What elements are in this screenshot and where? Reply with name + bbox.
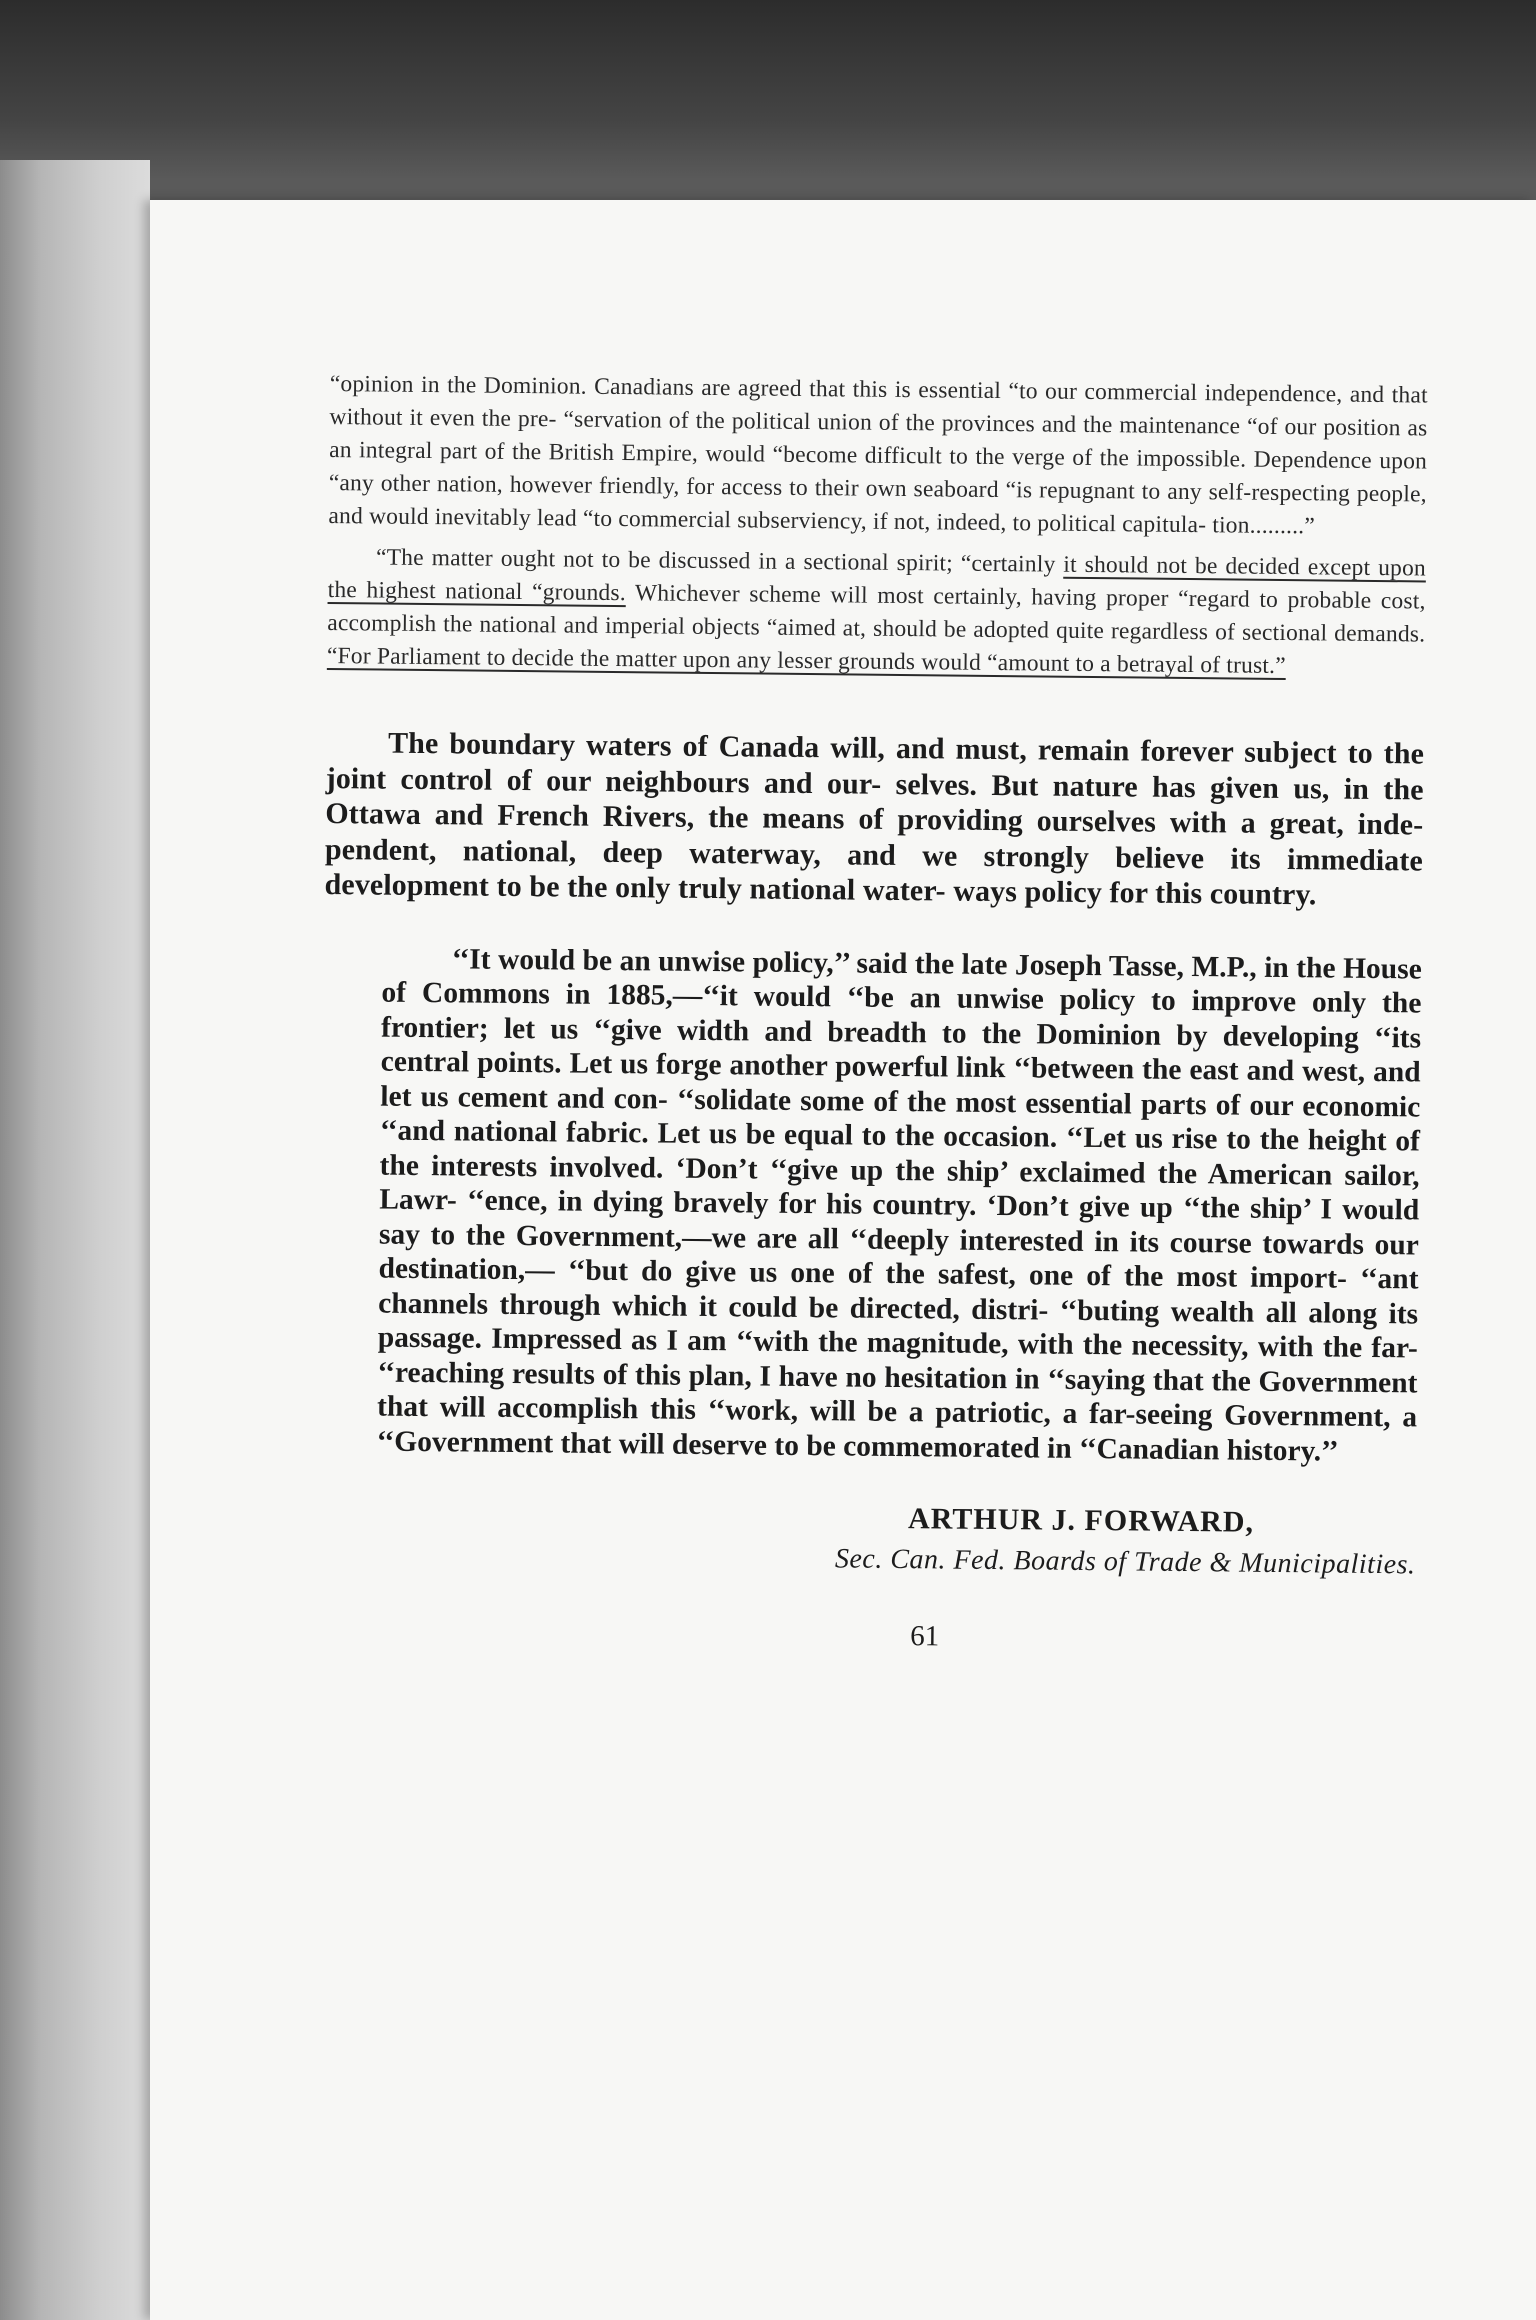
underlined-text-segment: “For Parliament to decide the matter upon any lesser grounds would “amount to a betrayal of trust.” bbox=[326, 642, 1286, 680]
previous-page-edge bbox=[0, 160, 150, 2320]
signature-title: Sec. Can. Fed. Boards of Trade & Municipalities. bbox=[834, 1543, 1416, 1581]
quoted-text-segment: “The matter ought not to be discussed in a sectional spirit; “certainly bbox=[375, 544, 1064, 578]
signature-name: ARTHUR J. FORWARD, bbox=[907, 1502, 1255, 1539]
page-number: 61 bbox=[910, 1620, 940, 1653]
quoted-text-segment: Whichever scheme will most certainly, having proper “regard to probable cost, accomplish the national and imperial objects “aimed at, should be adopted quite regardless of sectional demands. bbox=[327, 580, 1426, 648]
body-paragraph: The boundary waters of Canada will, and must, remain forever subject to the joint control of our neighbours and our- selves. But nature has given us, in the Ottawa and French Rivers, the means of providing ourselves with a great, inde- pendent, national, deep waterway, and we strongly believe its immediate development to be the only truly national water- ways policy for this country. bbox=[324, 726, 1425, 912]
tasse-quotation: ‘‘It would be an unwise policy,’’ said the late Joseph Tasse, M.P., in the House of Commons in 1885,—‘‘it would ‘‘be an unwise policy to improve only the frontier; let us ‘‘give width and breadth to the Dominion by developing ‘‘its central points. Let us forge another powerful link ‘‘between the east and west, and let us cement and con- ‘‘solidate some of the most essential parts of our economic ‘‘and national fabric. Let us be equal to the occasion. ‘‘Let us rise to the height of the interests involved. ‘Don’t ‘‘give up the ship’ exclaimed the American sailor, Lawr- ‘‘ence, in dying bravely for his country. ‘Don’t give up ‘‘the ship’ I would say to the Government,—we are all ‘‘deeply interested in its course towards our destination,— ‘‘but do give us one of the safest, one of the most import- ‘‘ant channels through which it could be directed, distri- ‘‘buting wealth all along its passage. Impressed as I am ‘‘with the magnitude, with the necessity, with the far- ‘‘reaching results of this plan, I have no hesitation in ‘‘saying that the Government that will accomplish this ‘‘work, will be a patriotic, a far-seeing Government, a ‘‘Government that will deserve to be commemorated in ‘‘Canadian history.’’ bbox=[376, 942, 1422, 1468]
underlined-text-segment: it should not be decided except upon the highest national “grounds. bbox=[327, 551, 1427, 607]
quoted-paragraph-2 bbox=[327, 541, 1426, 684]
page-text bbox=[317, 368, 1428, 1658]
book-page bbox=[150, 200, 1536, 2320]
quoted-passage bbox=[327, 368, 1428, 684]
quoted-paragraph-1: “opinion in the Dominion. Canadians are agreed that this is essential “to our commercial independence, and that without it even the pre- “servation of the political union of the provinces and the maintenance “of our position as an integral part of the British Empire, would “become difficult to the verge of the impossible. Dependence upon “any other nation, however friendly, for access to their own seaboard “is repugnant to any self-respecting people, and would inevitably lead “to commercial subserviency, if not, indeed, to political capitula- tion.........” bbox=[328, 370, 1428, 540]
